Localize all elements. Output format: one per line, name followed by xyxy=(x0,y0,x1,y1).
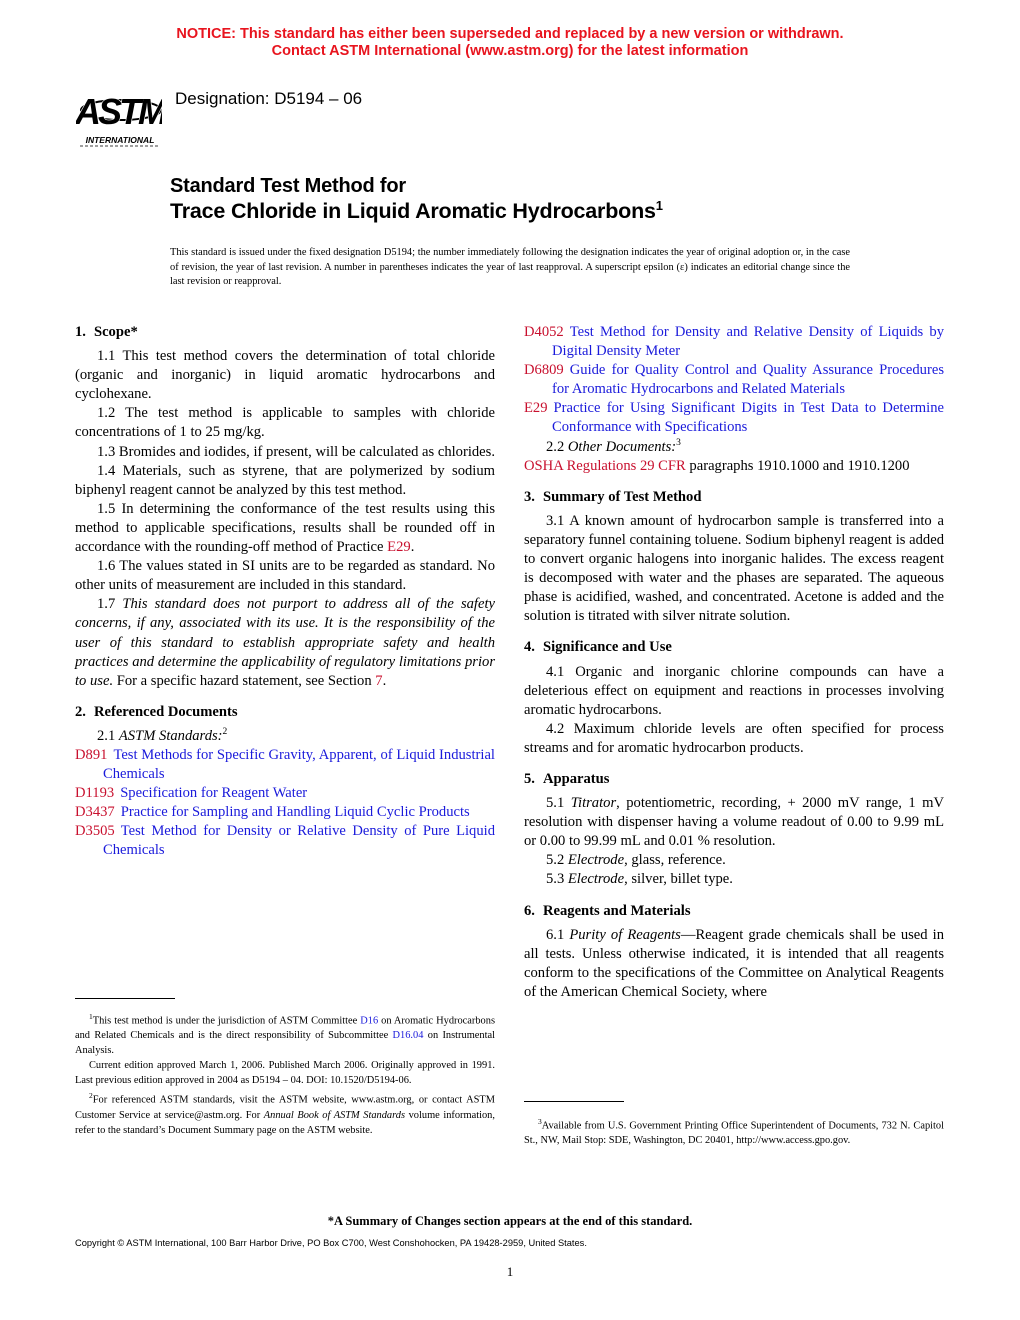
section-4-heading xyxy=(524,638,944,657)
footnote-mark: 1 xyxy=(89,1012,93,1021)
right-column xyxy=(524,323,944,1002)
term: Electrode xyxy=(567,871,625,888)
paragraph-1-1: 1.1 This test method covers the determination of total chloride (organic and inorganic) in liquid aromatic hydrocarbons and cyclohexane. xyxy=(75,348,495,403)
footnote-mark: 2 xyxy=(89,1091,93,1101)
footnote-text: on Instrumental Analysis. xyxy=(75,1030,495,1057)
subsection-label: Other Documents: xyxy=(567,438,677,455)
footnote-1 xyxy=(75,1009,495,1058)
subsection-label: ASTM Standards: xyxy=(118,727,223,744)
footnote-text: For referenced ASTM standards, visit the ASTM website, www.astm.org, or contact ASTM Customer Service at service@astm.org. For xyxy=(75,1094,495,1121)
paragraph-6-1 xyxy=(524,926,944,1002)
astm-logo-icon xyxy=(76,74,162,150)
summary-of-changes-note: *A Summary of Changes section appears at the end of this standard. xyxy=(327,1214,693,1228)
svg-text:INTERNATIONAL: INTERNATIONAL xyxy=(85,135,155,145)
title-footnote-mark: 1 xyxy=(655,198,663,213)
link-section-7[interactable]: 7 xyxy=(375,672,383,689)
paragraph-number: 1.7 xyxy=(97,596,123,613)
astm-logo xyxy=(76,74,162,150)
paragraph-5-2 xyxy=(524,851,944,870)
section-3-heading xyxy=(524,488,944,507)
section-title: Summary of Test Method xyxy=(542,488,702,505)
paragraph-text: , silver, billet type. xyxy=(624,871,733,888)
reference-title-link[interactable]: Practice for Using Significant Digits in Test Data to Determine Conformance with Specifications xyxy=(552,400,944,436)
left-footnotes xyxy=(75,1009,495,1138)
paragraph-4-2: 4.2 Maximum chloride levels are often specified for process streams and for aromatic hydrocarbon products. xyxy=(524,720,944,756)
paragraph-4-1: 4.1 Organic and inorganic chlorine compounds can have a deleterious effect on equipment and reactions in processes involving aromatic hydrocarbons. xyxy=(524,663,944,718)
paragraph-text: —Reagent grade chemicals shall be used in all tests. Unless otherwise indicated, it is intended that all reagents conform to the specifications of the Committee on Analytical Reagents of the American Chemical Society, where xyxy=(524,926,945,1000)
svg-text:ASTM: ASTM xyxy=(76,91,162,132)
paragraph-3-1: 3.1 A known amount of hydrocarbon sample is transferred into a separatory funnel containing toluene. Sodium biphenyl reagent is added to convert organic halogens into inorganic halides. The excess reagent is decomposed with water and the phases are separated. The aqueous phase is acidified, washed, and concentrated. Acetone is added and the solution is titrated with silver nitrate solution. xyxy=(524,512,944,625)
designation: Designation: D5194 – 06 xyxy=(175,89,363,108)
left-column xyxy=(75,323,495,861)
paragraph-1-5 xyxy=(75,500,495,557)
footnote-3 xyxy=(524,1114,944,1148)
footnote-divider xyxy=(75,998,175,999)
section-number: 3. xyxy=(524,488,535,505)
paragraph-text: . xyxy=(410,539,415,556)
section-number: 5. xyxy=(524,770,535,787)
reference-text: paragraphs 1910.1000 and 1910.1200 xyxy=(685,457,910,474)
section-1-heading xyxy=(75,323,495,342)
reference-item[interactable] xyxy=(75,784,495,803)
reference-item xyxy=(524,457,944,476)
section-number: 1. xyxy=(75,324,86,340)
section-title: Apparatus xyxy=(542,770,610,787)
paragraph-2-2 xyxy=(524,438,944,457)
notice-line-1: NOTICE: This standard has either been superseded and replaced by a new version or withdrawn. xyxy=(176,26,844,42)
term: Electrode xyxy=(567,852,625,869)
section-title: Scope* xyxy=(93,324,138,340)
paragraph-number: 2.1 xyxy=(97,727,119,744)
right-footnotes xyxy=(524,1114,944,1148)
reference-title-link[interactable]: Test Methods for Specific Gravity, Apparent, of Liquid Industrial Chemicals xyxy=(103,746,495,783)
paragraph-1-7 xyxy=(75,595,495,690)
title-line-1: Standard Test Method for xyxy=(170,175,406,197)
reference-code-link[interactable]: D4052 xyxy=(524,324,564,340)
term: Titrator xyxy=(570,795,617,812)
paragraph-1-3: 1.3 Bromides and iodides, if present, will be calculated as chlorides. xyxy=(97,443,495,460)
paragraph-5-1 xyxy=(524,794,944,851)
paragraph-number: 5.2 xyxy=(546,852,568,869)
reference-item[interactable] xyxy=(524,361,944,399)
section-6-heading xyxy=(524,902,944,921)
notice-line-2: Contact ASTM International (www.astm.org) for the latest information xyxy=(271,43,749,59)
issued-note: This standard is issued under the fixed designation D5194; the number immediately following the designation indicates the year of original adoption or, in the case of revision, the year of last revision. A number in parentheses indicates the year of last reapproval. A superscript epsilon (ε) indicates an editorial change since the last revision or reapproval. xyxy=(170,247,850,287)
footnote-2 xyxy=(75,1088,495,1137)
section-number: 6. xyxy=(524,902,535,919)
paragraph-number: 2.2 xyxy=(546,438,568,455)
footnote-italic: Annual Book of ASTM Standards xyxy=(263,1109,406,1121)
reference-title-link[interactable]: Practice for Sampling and Handling Liquid Cyclic Products xyxy=(120,804,470,821)
section-title: Referenced Documents xyxy=(93,703,238,720)
paragraph-text: 1.5 In determining the conformance of the test results using this method to applicable specifications, results shall be rounded off in accordance with the rounding-off method of Practice xyxy=(75,500,495,556)
withdrawn-notice xyxy=(0,26,1020,60)
reference-item[interactable] xyxy=(75,822,495,860)
footnote-text: Available from U.S. Government Printing Office Superintendent of Documents, 732 N. Capitol St., NW, Mail Stop: SDE, Washington, DC 20401, http://www.access.gpo.gov. xyxy=(524,1120,944,1147)
footnote-edition: Current edition approved March 1, 2006. Published March 2006. Originally approved in 1991. Last previous edition approved in 2004 as D5194 – 04. DOI: 10.1520/D5194-06. xyxy=(75,1060,495,1087)
reference-item[interactable] xyxy=(75,746,495,784)
page-number: 1 xyxy=(506,1264,514,1279)
paragraph-number: 5.1 xyxy=(546,795,571,812)
section-title: Significance and Use xyxy=(542,639,672,656)
link-osha-regulations[interactable]: OSHA Regulations 29 CFR xyxy=(524,457,686,474)
reference-code-link[interactable]: D3505 xyxy=(75,823,115,840)
title-text: Trace Chloride in Liquid Aromatic Hydrocarbons xyxy=(170,199,656,223)
term: Purity of Reagents xyxy=(569,926,681,943)
reference-code-link[interactable]: E29 xyxy=(524,400,548,417)
paragraph-1-6: 1.6 The values stated in SI units are to be regarded as standard. No other units of measurement are included in this standard. xyxy=(75,558,495,594)
link-e29[interactable]: E29 xyxy=(387,539,411,556)
reference-code-link[interactable]: D3437 xyxy=(75,804,115,821)
reference-title-link[interactable]: Specification for Reagent Water xyxy=(120,785,308,802)
section-2-heading xyxy=(75,703,495,722)
reference-item[interactable] xyxy=(524,323,944,361)
copyright: Copyright © ASTM International, 100 Barr Harbor Drive, PO Box C700, West Conshohocken, PA 19428-2959, United States. xyxy=(75,1238,587,1248)
reference-item[interactable] xyxy=(75,803,495,822)
footnote-divider xyxy=(524,1101,624,1102)
reference-title-link[interactable]: Test Method for Density or Relative Density of Pure Liquid Chemicals xyxy=(103,823,495,859)
section-number: 2. xyxy=(75,703,86,720)
section-number: 4. xyxy=(524,639,535,656)
paragraph-text: . xyxy=(382,672,387,689)
reference-code-link[interactable]: D1193 xyxy=(75,785,115,802)
reference-code-link[interactable]: D6809 xyxy=(524,362,564,379)
footnote-text: This test method is under the jurisdiction of ASTM Committee xyxy=(92,1015,361,1027)
paragraph-1-2: 1.2 The test method is applicable to samples with chloride concentrations of 1 to 25 mg/kg. xyxy=(75,405,495,441)
paragraph-text: For a specific hazard statement, see Section xyxy=(113,672,376,689)
reference-code-link[interactable]: D891 xyxy=(75,746,108,763)
reference-item[interactable] xyxy=(524,399,944,437)
paragraph-text: , glass, reference. xyxy=(624,852,726,869)
link-committee-d16[interactable]: D16 xyxy=(360,1015,379,1027)
paragraph-2-1 xyxy=(75,727,495,746)
safety-caveat: This standard does not purport to address all of the safety concerns, if any, associated with its use. It is the responsibility of the user of this standard to establish appropriate safety and health practices and determine the applicability of regulatory limitations prior to use. xyxy=(75,596,495,689)
footnote-mark: 2 xyxy=(222,726,228,737)
section-5-heading xyxy=(524,770,944,789)
footnote-text: volume information, refer to the standard’s Document Summary page on the ASTM website. xyxy=(75,1109,495,1136)
footnote-mark: 3 xyxy=(538,1117,542,1126)
reference-title-link[interactable]: Guide for Quality Control and Quality Assurance Procedures for Aromatic Hydrocarbons and Related Materials xyxy=(552,362,944,398)
footnote-mark: 3 xyxy=(676,437,681,448)
paragraph-number: 5.3 xyxy=(546,871,568,888)
reference-title-link[interactable]: Test Method for Density and Relative Density of Liquids by Digital Density Meter xyxy=(552,324,944,360)
paragraph-1-4: 1.4 Materials, such as styrene, that are polymerized by sodium biphenyl reagent cannot be analyzed by this test method. xyxy=(75,462,495,498)
link-subcommittee-d16-04[interactable]: D16.04 xyxy=(392,1030,424,1042)
paragraph-number: 6.1 xyxy=(546,926,570,943)
title-line-2 xyxy=(170,198,663,224)
paragraph-text: , potentiometric, recording, + 2000 mV range, 1 mV resolution with dispenser having a volume readout of 0.00 to 9.99 mL or 0.00 to 99.99 mL and 0.01 % resolution. xyxy=(524,795,944,850)
section-title: Reagents and Materials xyxy=(542,902,691,919)
paragraph-5-3 xyxy=(524,870,944,889)
footnote-text: on Aromatic Hydrocarbons and Related Chemicals and is the direct responsibility of Subcommittee xyxy=(75,1015,495,1042)
